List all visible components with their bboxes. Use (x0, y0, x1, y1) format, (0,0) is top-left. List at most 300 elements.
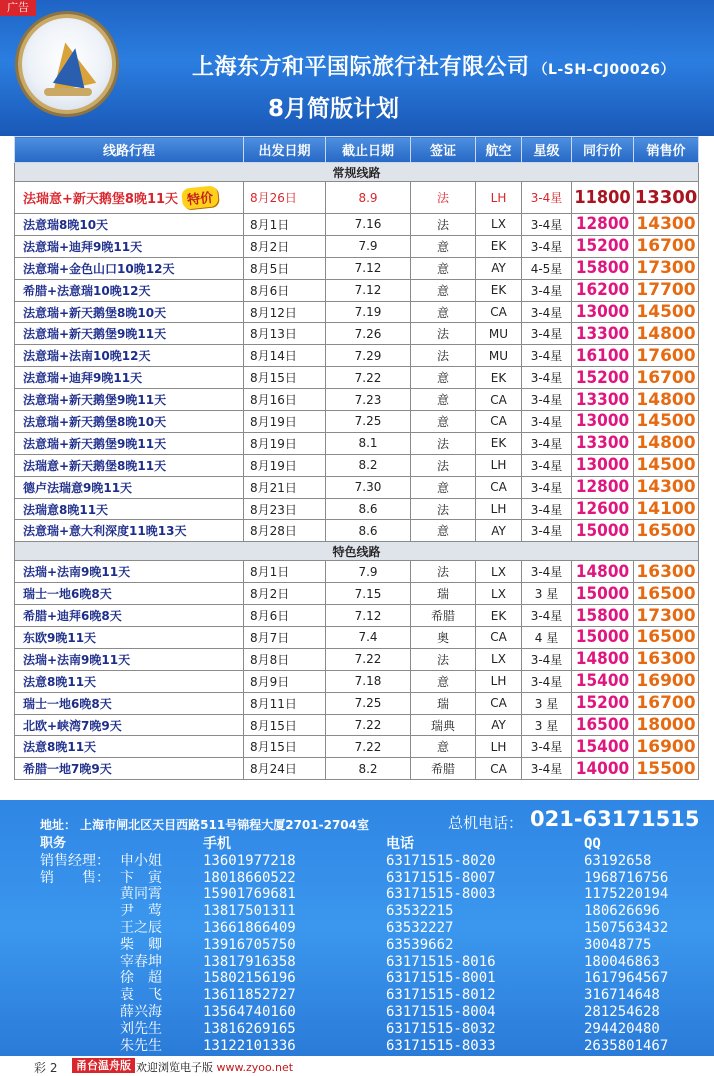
table-row (15, 454, 699, 476)
cell-trade: 15000 (572, 627, 634, 649)
column-header: 航空 (476, 137, 522, 163)
cell-date: 8月15日 (244, 736, 326, 758)
contact-phone: 63171515-8032 (386, 1020, 496, 1037)
cell-star: 3-4星 (522, 323, 572, 345)
cell-route: 法意8晚11天 (15, 670, 244, 692)
cell-sale: 14500 (634, 301, 699, 323)
cell-star: 3-4星 (522, 214, 572, 236)
cell-deadline: 8.6 (326, 520, 411, 542)
cell-deadline: 7.29 (326, 345, 411, 367)
cell-trade: 15000 (572, 520, 634, 542)
cell-visa: 瑞典 (411, 714, 476, 736)
cell-star: 3-4星 (522, 561, 572, 583)
cell-air: CA (476, 692, 522, 714)
cell-star: 3-4星 (522, 736, 572, 758)
cell-visa: 意 (411, 301, 476, 323)
cell-sale: 14300 (634, 476, 699, 498)
cell-deadline: 7.23 (326, 389, 411, 411)
cell-deadline: 7.12 (326, 279, 411, 301)
contact-phone: 63171515-8007 (386, 869, 496, 886)
col-mobile-header: 手机 (203, 836, 231, 852)
contact-header-row (40, 836, 694, 853)
cell-date: 8月1日 (244, 214, 326, 236)
cell-star: 3-4星 (522, 498, 572, 520)
table-row (15, 345, 699, 367)
contact-role (40, 970, 120, 987)
cell-sale: 14800 (634, 389, 699, 411)
cell-route: 法意瑞+新天鹅堡8晚10天 (15, 301, 244, 323)
cell-route: 北欧+峡湾7晚9天 (15, 714, 244, 736)
contact-qq: 281254628 (584, 1003, 660, 1020)
cell-route: 瑞士一地6晚8天 (15, 583, 244, 605)
contact-phone: 63171515-8003 (386, 886, 496, 903)
cell-route: 法意瑞+迪拜9晚11天 (15, 367, 244, 389)
cell-date: 8月2日 (244, 235, 326, 257)
table-row (15, 561, 699, 583)
contact-row (40, 920, 694, 937)
cell-sale: 17300 (634, 605, 699, 627)
contact-mobile: 13564740160 (203, 1003, 296, 1020)
cell-date: 8月2日 (244, 583, 326, 605)
cell-date: 8月13日 (244, 323, 326, 345)
contact-row (40, 870, 694, 887)
contact-name: 宰春坤 (120, 953, 162, 970)
cell-star: 4 星 (522, 627, 572, 649)
page-number: 彩 2 (34, 1061, 58, 1075)
cell-air: MU (476, 323, 522, 345)
cell-star: 3-4星 (522, 182, 572, 214)
cell-air: CA (476, 627, 522, 649)
cell-date: 8月1日 (244, 561, 326, 583)
cell-sale: 16500 (634, 627, 699, 649)
table-row (15, 714, 699, 736)
col-phone-header: 电话 (386, 836, 414, 852)
cell-route: 法瑞+法南9晚11天 (15, 561, 244, 583)
cell-sale: 16500 (634, 520, 699, 542)
cell-date: 8月12日 (244, 301, 326, 323)
contact-role: 销 售： (40, 869, 110, 886)
cell-trade: 15800 (572, 257, 634, 279)
cell-star: 3-4星 (522, 411, 572, 433)
contact-name: 徐 超 (120, 970, 162, 987)
contact-mobile: 13817916358 (203, 953, 296, 970)
cell-deadline: 7.30 (326, 476, 411, 498)
contact-row (40, 937, 694, 954)
contact-row (40, 970, 694, 987)
cell-sale: 16500 (634, 583, 699, 605)
contact-row (40, 1038, 694, 1055)
cell-visa: 法 (411, 323, 476, 345)
cell-trade: 13300 (572, 389, 634, 411)
license-number: （L-SH-CJ00026） (533, 62, 676, 78)
section-title: 特色线路 (15, 542, 699, 561)
section-title: 常规线路 (15, 163, 699, 182)
cell-trade: 13000 (572, 454, 634, 476)
cell-air: EK (476, 605, 522, 627)
cell-visa: 法 (411, 648, 476, 670)
cell-visa: 法 (411, 214, 476, 236)
cell-sale: 16700 (634, 367, 699, 389)
company-title: 上海东方和平国际旅行社有限公司 (192, 55, 530, 80)
contact-name: 卞 寅 (120, 869, 162, 886)
company-logo-icon (18, 14, 116, 114)
cell-route: 法意瑞+法南10晚12天 (15, 345, 244, 367)
cell-date: 8月16日 (244, 389, 326, 411)
cell-visa: 意 (411, 367, 476, 389)
section-row (15, 163, 699, 182)
table-row (15, 498, 699, 520)
cell-date: 8月6日 (244, 605, 326, 627)
cell-air: LX (476, 648, 522, 670)
table-row (15, 736, 699, 758)
cell-sale: 14800 (634, 432, 699, 454)
cell-route: 法瑞意+新天鹅堡8晚11天 (15, 454, 244, 476)
contact-role (40, 903, 120, 920)
cell-air: LX (476, 214, 522, 236)
cell-air: LH (476, 182, 522, 214)
cell-visa: 意 (411, 736, 476, 758)
cell-date: 8月19日 (244, 432, 326, 454)
contact-row (40, 886, 694, 903)
cell-visa: 意 (411, 235, 476, 257)
column-header: 同行价 (572, 137, 634, 163)
contact-row (40, 903, 694, 920)
contact-qq: 1968716756 (584, 869, 669, 886)
contact-row (40, 853, 694, 870)
contact-row (40, 1004, 694, 1021)
cell-route: 希腊+迪拜6晚8天 (15, 605, 244, 627)
cell-star: 3-4星 (522, 367, 572, 389)
cell-route: 法意8晚11天 (15, 736, 244, 758)
cell-route: 法意瑞+迪拜9晚11天 (15, 235, 244, 257)
cell-sale: 15500 (634, 758, 699, 780)
cell-visa: 法 (411, 432, 476, 454)
cell-trade: 15200 (572, 692, 634, 714)
contact-qq: 30048775 (584, 936, 652, 953)
cell-deadline: 8.9 (326, 182, 411, 214)
cell-trade: 15200 (572, 367, 634, 389)
contact-mobile: 15802156196 (203, 970, 296, 987)
cell-date: 8月19日 (244, 411, 326, 433)
table-row (15, 323, 699, 345)
contact-phone: 63532215 (386, 903, 454, 920)
cell-visa: 瑞 (411, 583, 476, 605)
cell-route: 法瑞意+新天鹅堡8晚11天 特价 (15, 182, 244, 214)
cell-air: LH (476, 736, 522, 758)
table-row (15, 648, 699, 670)
cell-visa: 奥 (411, 627, 476, 649)
contact-mobile: 13122101336 (203, 1037, 296, 1054)
table-row (15, 279, 699, 301)
column-header: 签证 (411, 137, 476, 163)
cell-route: 希腊+法意瑞10晚12天 (15, 279, 244, 301)
cell-date: 8月28日 (244, 520, 326, 542)
cell-route: 德卢法瑞意9晚11天 (15, 476, 244, 498)
cell-sale: 16700 (634, 692, 699, 714)
cell-date: 8月9日 (244, 670, 326, 692)
contact-name: 薛兴海 (120, 1003, 162, 1020)
cell-visa: 意 (411, 279, 476, 301)
table-row (15, 257, 699, 279)
cell-sale: 14300 (634, 214, 699, 236)
cell-star: 3-4星 (522, 235, 572, 257)
ad-tag: 广告 (0, 0, 36, 16)
cell-star: 3-4星 (522, 648, 572, 670)
cell-sale: 17300 (634, 257, 699, 279)
contact-phone: 63171515-8004 (386, 1003, 496, 1020)
cell-star: 3 星 (522, 583, 572, 605)
cell-trade: 14800 (572, 561, 634, 583)
contact-footer (0, 800, 714, 1056)
cell-deadline: 7.9 (326, 235, 411, 257)
cell-air: EK (476, 235, 522, 257)
cell-air: CA (476, 301, 522, 323)
contact-row (40, 954, 694, 971)
cell-deadline: 7.22 (326, 714, 411, 736)
cell-star: 3-4星 (522, 758, 572, 780)
table-row (15, 301, 699, 323)
table-row (15, 605, 699, 627)
contact-row (40, 987, 694, 1004)
cell-visa: 意 (411, 411, 476, 433)
cell-deadline: 7.22 (326, 736, 411, 758)
contact-qq: 1175220194 (584, 886, 669, 903)
cell-deadline: 8.6 (326, 498, 411, 520)
contact-mobile: 13817501311 (203, 903, 296, 920)
cell-star: 3-4星 (522, 520, 572, 542)
cell-date: 8月6日 (244, 279, 326, 301)
cell-deadline: 7.22 (326, 367, 411, 389)
cell-trade: 16100 (572, 345, 634, 367)
cell-route: 法意瑞+新天鹅堡8晚10天 (15, 411, 244, 433)
cell-deadline: 7.15 (326, 583, 411, 605)
cell-air: LX (476, 583, 522, 605)
col-role-header: 职务 (40, 836, 67, 851)
cell-deadline: 7.4 (326, 627, 411, 649)
cell-star: 3-4星 (522, 670, 572, 692)
contact-role (40, 1021, 120, 1038)
cell-date: 8月24日 (244, 758, 326, 780)
cell-star: 3-4星 (522, 345, 572, 367)
table-row (15, 583, 699, 605)
cell-deadline: 7.12 (326, 605, 411, 627)
cell-sale: 17700 (634, 279, 699, 301)
table-row (15, 758, 699, 780)
contact-mobile: 18018660522 (203, 869, 296, 886)
contact-phone: 63539662 (386, 936, 454, 953)
contact-phone: 63171515-8001 (386, 970, 496, 987)
contact-qq: 180626696 (584, 903, 660, 920)
cell-sale: 14100 (634, 498, 699, 520)
cell-trade: 16500 (572, 714, 634, 736)
cell-star: 3-4星 (522, 279, 572, 301)
table-row (15, 182, 699, 214)
contact-row (40, 1021, 694, 1038)
cell-trade: 12600 (572, 498, 634, 520)
cell-route: 希腊一地7晚9天 (15, 758, 244, 780)
cell-trade: 12800 (572, 214, 634, 236)
cell-deadline: 7.18 (326, 670, 411, 692)
cell-date: 8月14日 (244, 345, 326, 367)
cell-date: 8月8日 (244, 648, 326, 670)
contact-name: 尹 莺 (120, 903, 162, 920)
cell-star: 3 星 (522, 692, 572, 714)
table-row (15, 670, 699, 692)
contact-phone: 63171515-8033 (386, 1037, 496, 1054)
cell-visa: 瑞 (411, 692, 476, 714)
table-row (15, 692, 699, 714)
cell-deadline: 7.16 (326, 214, 411, 236)
column-header: 截止日期 (326, 137, 411, 163)
cell-visa: 法 (411, 498, 476, 520)
cell-sale: 14500 (634, 411, 699, 433)
plan-title: 8月简版计划 (268, 96, 400, 122)
column-header: 销售价 (634, 137, 699, 163)
cell-route: 法瑞+法南9晚11天 (15, 648, 244, 670)
cell-sale: 17600 (634, 345, 699, 367)
cell-date: 8月19日 (244, 454, 326, 476)
cell-star: 3-4星 (522, 301, 572, 323)
cell-air: LH (476, 670, 522, 692)
contact-name: 柴 卿 (120, 936, 162, 953)
cell-date: 8月21日 (244, 476, 326, 498)
contact-mobile: 13816269165 (203, 1020, 296, 1037)
contact-role (40, 1038, 120, 1055)
cell-route: 法意瑞+新天鹅堡9晚11天 (15, 323, 244, 345)
contact-name: 申小姐 (120, 852, 162, 869)
cell-visa: 法 (411, 182, 476, 214)
company-name (192, 50, 675, 81)
table-row (15, 389, 699, 411)
header-banner (0, 0, 714, 136)
cell-date: 8月15日 (244, 714, 326, 736)
cell-air: LH (476, 498, 522, 520)
cell-trade: 12800 (572, 476, 634, 498)
contact-qq: 180046863 (584, 953, 660, 970)
contact-role (40, 886, 120, 903)
cell-deadline: 7.25 (326, 692, 411, 714)
cell-air: LH (476, 454, 522, 476)
cell-trade: 14800 (572, 648, 634, 670)
contact-name: 王之辰 (120, 919, 162, 936)
cell-deadline: 7.25 (326, 411, 411, 433)
cell-route: 瑞士一地6晚8天 (15, 692, 244, 714)
cell-sale: 16300 (634, 648, 699, 670)
cell-air: MU (476, 345, 522, 367)
cell-date: 8月7日 (244, 627, 326, 649)
cell-visa: 希腊 (411, 758, 476, 780)
cell-sale: 14500 (634, 454, 699, 476)
cell-trade: 14000 (572, 758, 634, 780)
cell-trade: 13300 (572, 432, 634, 454)
edition-brand: 甬台温舟版 (72, 1058, 135, 1073)
cell-trade: 15800 (572, 605, 634, 627)
cell-air: AY (476, 257, 522, 279)
table-row (15, 432, 699, 454)
table-header-row (15, 137, 699, 163)
cell-trade: 15400 (572, 736, 634, 758)
contact-mobile: 13661866409 (203, 919, 296, 936)
cell-deadline: 8.2 (326, 454, 411, 476)
cell-trade: 13000 (572, 301, 634, 323)
website-link[interactable]: www.zyoo.net (216, 1061, 294, 1074)
cell-route: 法意瑞+新天鹅堡9晚11天 (15, 432, 244, 454)
cell-sale: 16700 (634, 235, 699, 257)
cell-sale: 18000 (634, 714, 699, 736)
cell-visa: 意 (411, 257, 476, 279)
table-row (15, 520, 699, 542)
contact-list (40, 836, 694, 1054)
cell-date: 8月5日 (244, 257, 326, 279)
table-row (15, 214, 699, 236)
contact-name: 袁 飞 (120, 987, 162, 1004)
cell-star: 3-4星 (522, 605, 572, 627)
cell-visa: 法 (411, 561, 476, 583)
cell-air: AY (476, 714, 522, 736)
cell-air: CA (476, 758, 522, 780)
contact-mobile: 15901769681 (203, 886, 296, 903)
col-qq-header: QQ (584, 836, 601, 852)
cell-trade: 13000 (572, 411, 634, 433)
contact-name: 刘先生 (120, 1020, 162, 1037)
cell-deadline: 7.19 (326, 301, 411, 323)
cell-route: 法意瑞8晚10天 (15, 214, 244, 236)
cell-deadline: 7.9 (326, 561, 411, 583)
table-row (15, 411, 699, 433)
cell-sale: 14800 (634, 323, 699, 345)
cell-deadline: 7.26 (326, 323, 411, 345)
cell-route: 法意瑞+新天鹅堡9晚11天 (15, 389, 244, 411)
contact-mobile: 13601977218 (203, 852, 296, 869)
contact-role (40, 937, 120, 954)
cell-trade: 15000 (572, 583, 634, 605)
cell-visa: 希腊 (411, 605, 476, 627)
contact-qq: 316714648 (584, 987, 660, 1004)
cell-air: CA (476, 476, 522, 498)
cell-date: 8月23日 (244, 498, 326, 520)
cell-route: 法意瑞+金色山口10晚12天 (15, 257, 244, 279)
cell-visa: 法 (411, 345, 476, 367)
cell-air: EK (476, 432, 522, 454)
cell-star: 3-4星 (522, 432, 572, 454)
contact-qq: 63192658 (584, 852, 652, 869)
itinerary-table (14, 136, 698, 800)
table-row (15, 367, 699, 389)
contact-phone: 63171515-8016 (386, 953, 496, 970)
contact-name: 黄同霄 (120, 886, 162, 903)
address: 地址： 上海市闸北区天目西路511号锦程大厦2701-2704室 (40, 818, 370, 832)
cell-star: 3-4星 (522, 476, 572, 498)
cell-deadline: 7.22 (326, 648, 411, 670)
cell-visa: 法 (411, 454, 476, 476)
contact-role (40, 920, 120, 937)
column-header: 出发日期 (244, 137, 326, 163)
welcome-text: 欢迎浏览电子版 www.zyoo.net (136, 1061, 294, 1074)
contact-role (40, 987, 120, 1004)
column-header: 星级 (522, 137, 572, 163)
contact-qq: 1617964567 (584, 970, 669, 987)
cell-deadline: 8.2 (326, 758, 411, 780)
table-row (15, 627, 699, 649)
special-price-badge: 特价 (181, 185, 219, 210)
cell-sale: 16900 (634, 736, 699, 758)
cell-sale: 16300 (634, 561, 699, 583)
cell-air: AY (476, 520, 522, 542)
cell-date: 8月26日 (244, 182, 326, 214)
cell-route: 法瑞意8晚11天 (15, 498, 244, 520)
table-row (15, 476, 699, 498)
contact-phone: 63171515-8020 (386, 852, 496, 869)
